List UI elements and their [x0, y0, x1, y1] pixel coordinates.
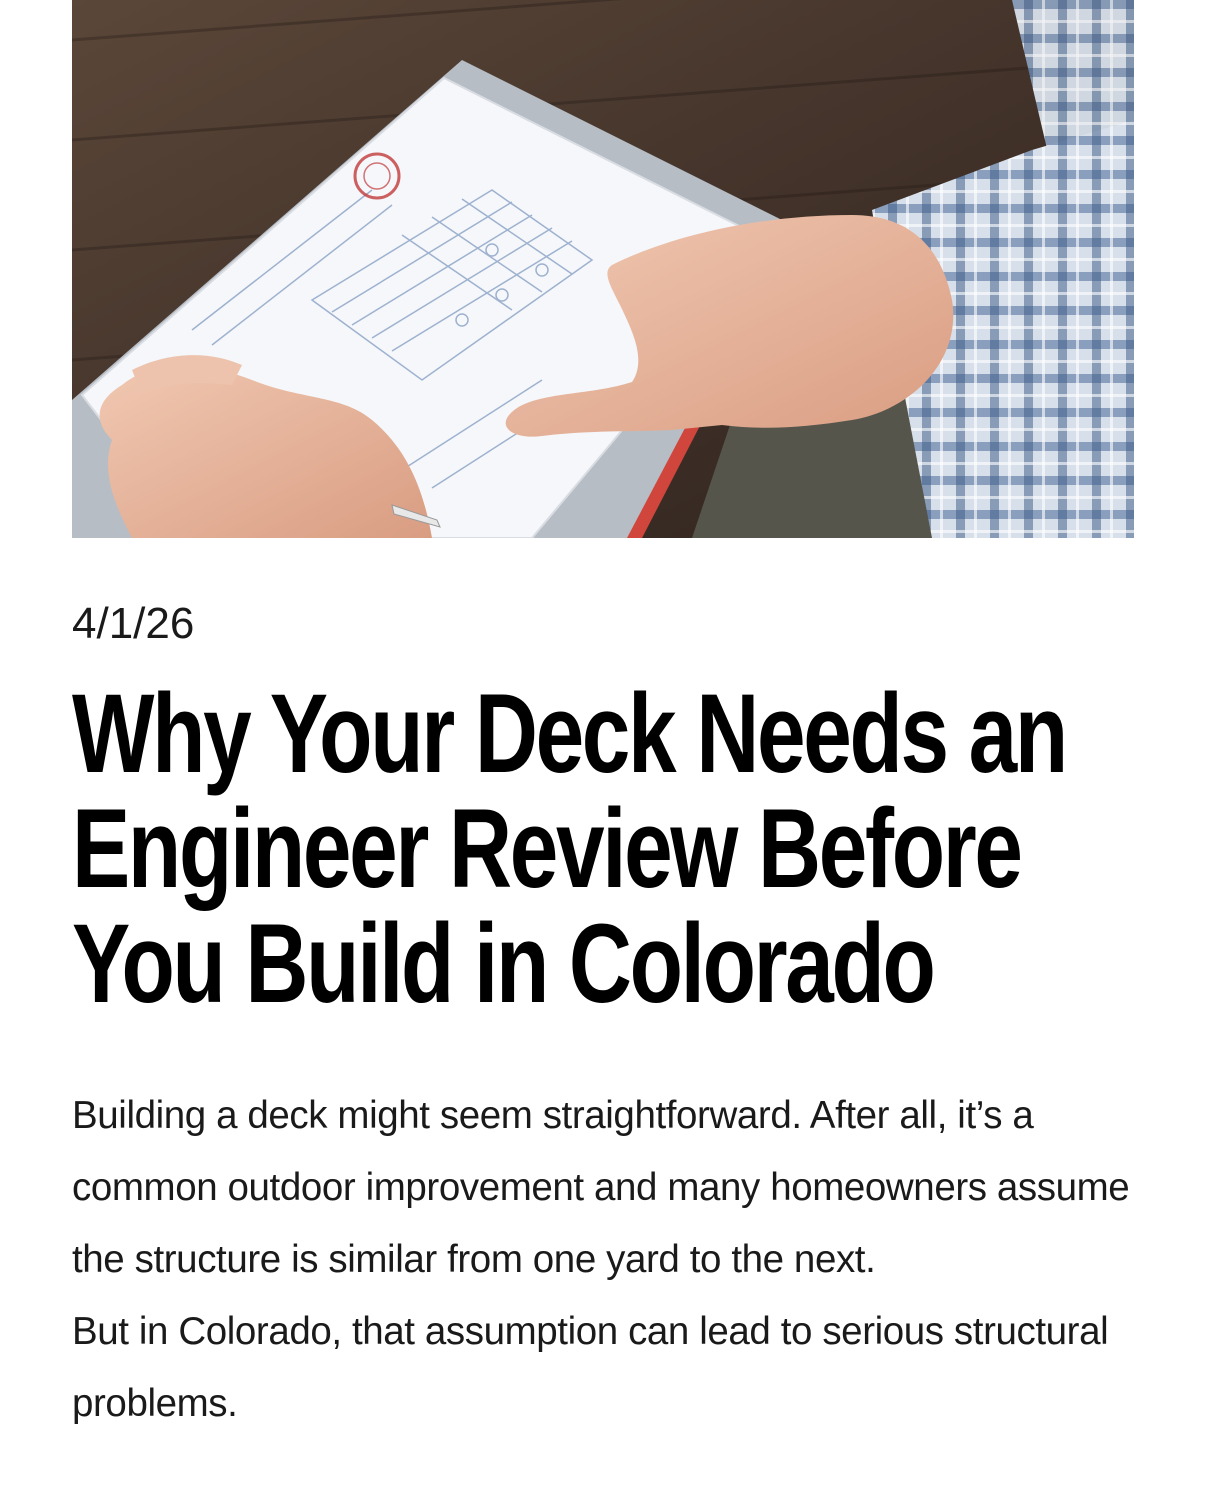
- post-title-line: Engineer Review Before: [72, 786, 1021, 911]
- post-title-line: You Build in Colorado: [72, 901, 934, 1026]
- body-paragraph: But in Colorado, that assumption can lead to serious structural problems.: [72, 1310, 1109, 1425]
- post-title: [72, 671, 1066, 1026]
- post-title-line: Why Your Deck Needs an: [72, 671, 1066, 796]
- post-date: 4/1/26: [72, 599, 195, 648]
- body-paragraph: Building a deck might seem straightforward. After all, it’s a common outdoor improvement and many homeowners assume the structure is similar from one yard to the next.: [72, 1094, 1130, 1281]
- hero-photo-illustration: [72, 0, 1134, 538]
- hero-image: [72, 0, 1134, 538]
- post-body: [72, 1080, 1142, 1440]
